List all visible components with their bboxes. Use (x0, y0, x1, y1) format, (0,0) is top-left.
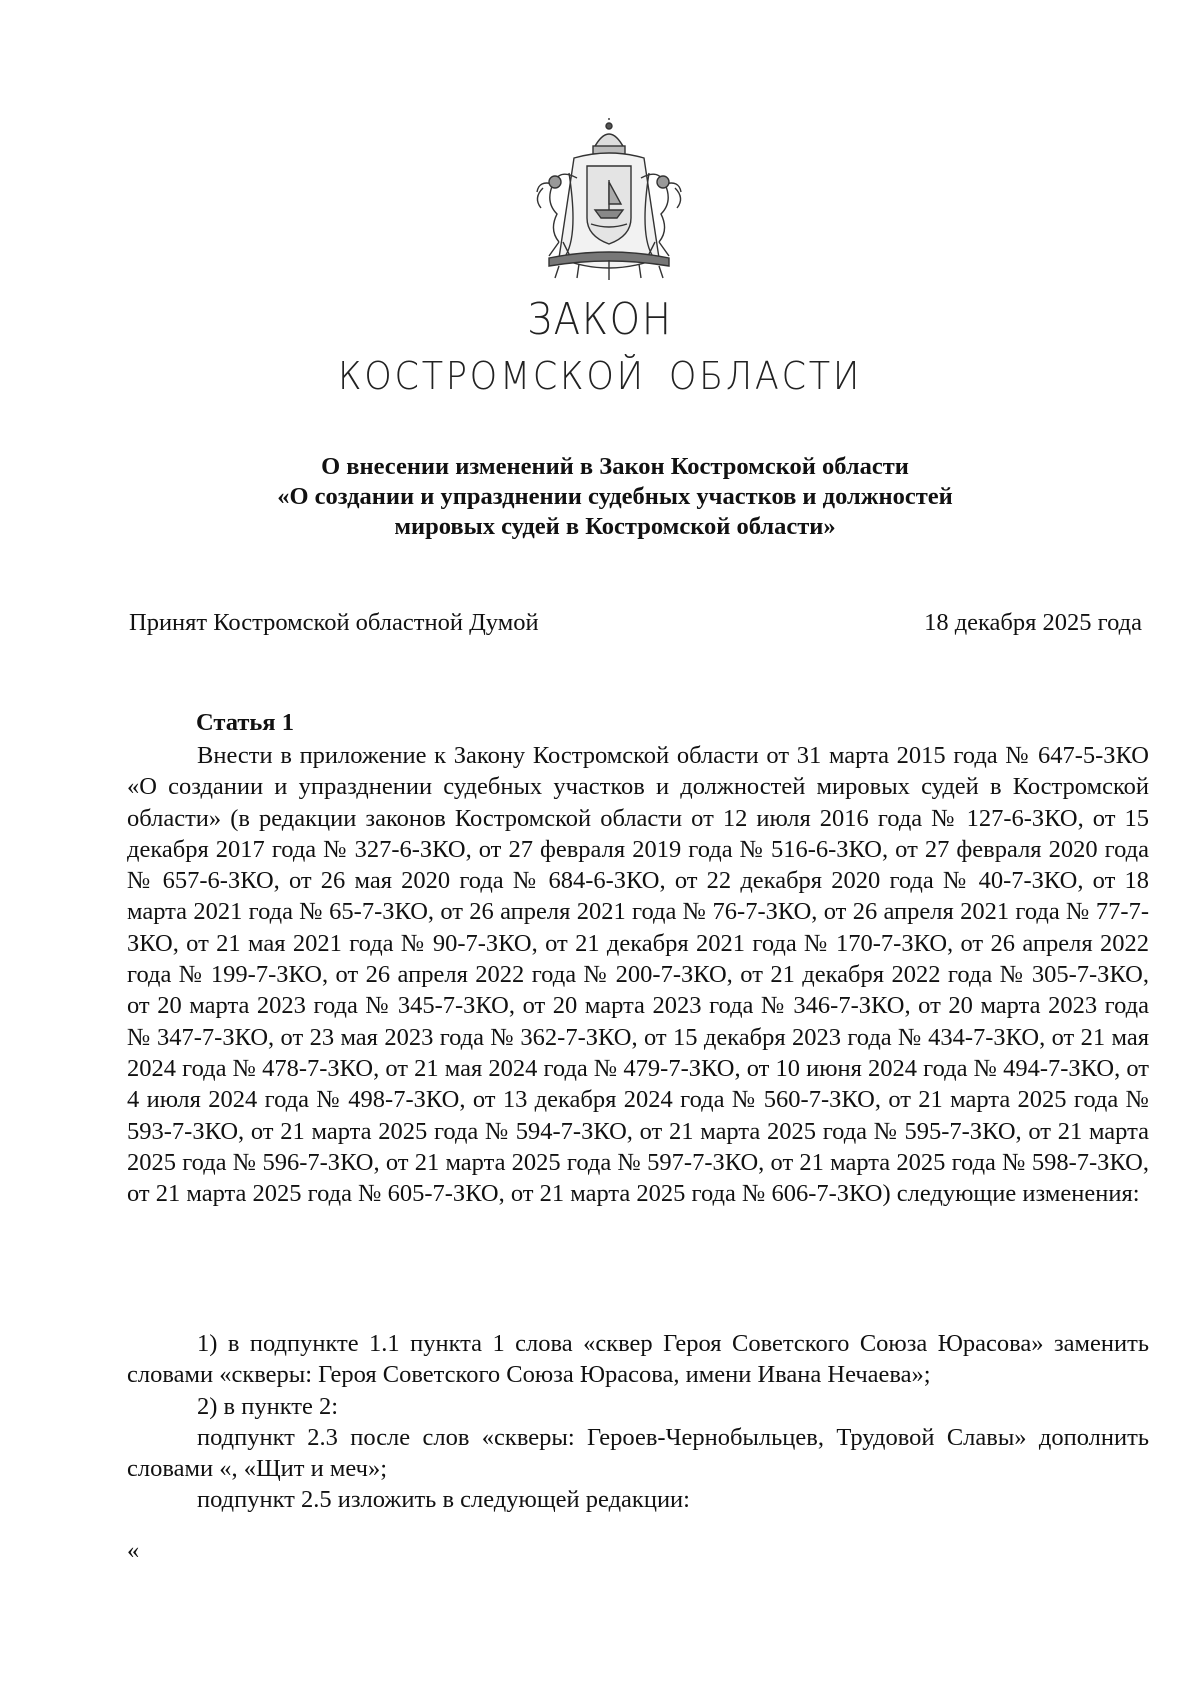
coat-of-arms-icon (519, 118, 699, 283)
article-item: 1) в подпункте 1.1 пункта 1 слова «сквер Героя Советского Союза Юрасова» заменить словами «скверы: Героя Советского Союза Юрасова, имени Ивана Нечаева»; (127, 1330, 1149, 1389)
article-items (127, 1328, 1149, 1516)
document-title (150, 452, 1080, 542)
adopted-by: Принят Костромской областной Думой (129, 609, 539, 636)
law-heading-line2: КОСТРОМСКОЙ ОБЛАСТИ (337, 354, 863, 398)
article-item: подпункт 2.5 изложить в следующей редакции: (197, 1486, 690, 1514)
article-heading: Статья 1 (196, 709, 294, 736)
article-item: 2) в пункте 2: (197, 1392, 339, 1420)
adoption-line (129, 608, 1142, 638)
title-line2: «О создании и упразднении судебных участков и должностей (277, 483, 953, 510)
article-intro (127, 740, 1149, 1209)
title-line1: О внесении изменений в Закон Костромской области (321, 453, 909, 480)
article-intro-paragraph: Внести в приложение к Закону Костромской области от 31 марта 2015 года № 647-5-ЗКО «О создании и упразднении судебных участков и должностей мировых судей в Костромской области» (в редакции законов Костромской области от 12 июля 2016 года № 127-6-ЗКО, от 15 декабря 2017 года № 327-6-ЗКО, от 27 февраля 2019 года № 516-6-ЗКО, от 27 февраля 2020 года № 657-6-ЗКО, от 26 мая 2020 года № 684-6-ЗКО, от 22 декабря 2020 года № 40-7-ЗКО, от 18 марта 2021 года № 65-7-ЗКО, от 26 апреля 2021 года № 76-7-ЗКО, от 26 апреля 2021 года № 77-7-ЗКО, от 21 мая 2021 года № 90-7-ЗКО, от 21 декабря 2021 года № 170-7-ЗКО, от 26 апреля 2022 года № 199-7-ЗКО, от 26 апреля 2022 года № 200-7-ЗКО, от 21 декабря 2022 года № 305-7-ЗКО, от 20 марта 2023 года № 345-7-ЗКО, от 20 марта 2023 года № 346-7-ЗКО, от 20 марта 2023 года № 347-7-ЗКО, от 23 мая 2023 года № 362-7-ЗКО, от 15 декабря 2023 года № 434-7-ЗКО, от 21 мая 2024 года № 478-7-ЗКО, от 21 мая 2024 года № 479-7-ЗКО, от 10 июня 2024 года № 494-7-ЗКО, от 4 июля 2024 года № 498-7-ЗКО, от 13 декабря 2024 года № 560-7-ЗКО, от 21 марта 2025 года № 593-7-ЗКО, от 21 марта 2025 года № 594-7-ЗКО, от 21 марта 2025 года № 595-7-ЗКО, от 21 марта 2025 года № 596-7-ЗКО, от 21 марта 2025 года № 597-7-ЗКО, от 21 марта 2025 года № 598-7-ЗКО, от 21 марта 2025 года № 605-7-ЗКО, от 21 марта 2025 года № 606-7-ЗКО) следующие изменения: (127, 742, 1149, 1208)
article-item: подпункт 2.3 после слов «скверы: Героев-Чернобыльцев, Трудовой Славы» дополнить словами «, «Щит и меч»; (127, 1423, 1149, 1483)
trailing-quote: « (127, 1537, 140, 1564)
law-heading (0, 292, 1200, 404)
adoption-date: 18 декабря 2025 года (924, 609, 1142, 636)
law-heading-line1: ЗАКОН (527, 294, 673, 345)
title-line3: мировых судей в Костромской области» (394, 513, 836, 540)
